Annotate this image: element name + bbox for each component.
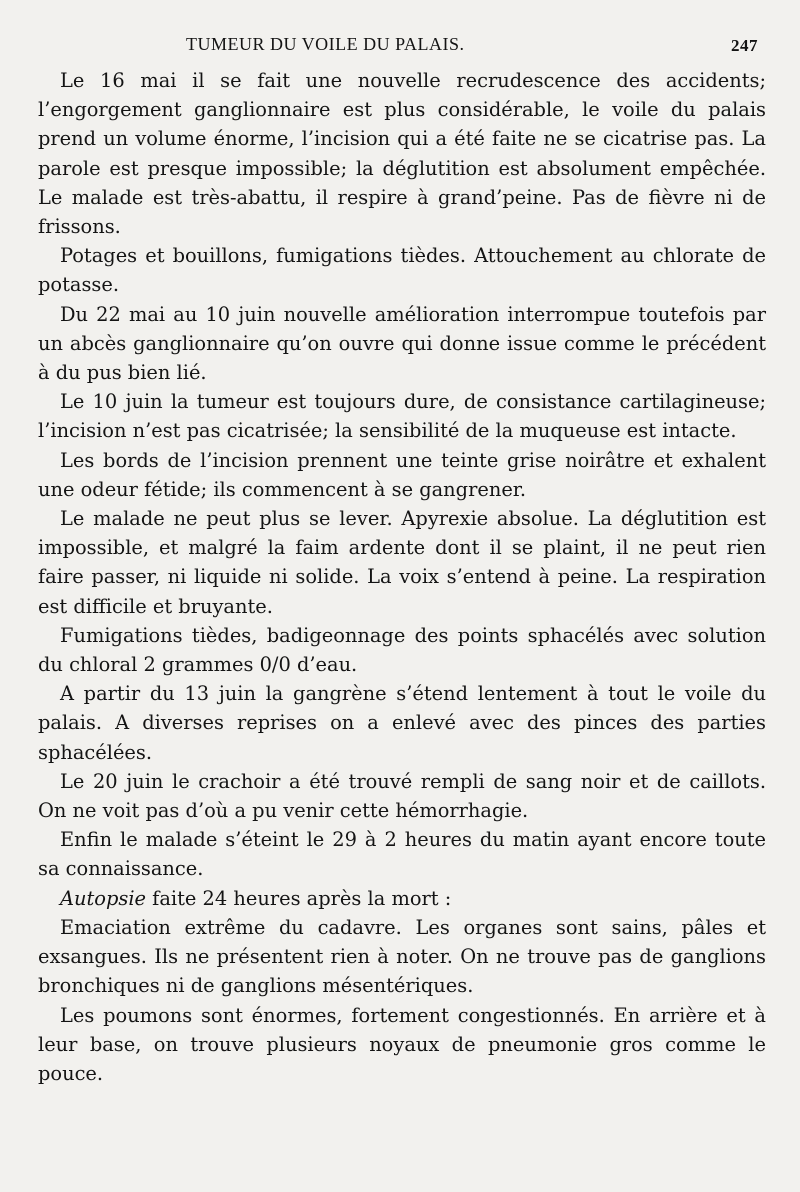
running-title: TUMEUR DU VOILE DU PALAIS. bbox=[186, 34, 465, 54]
paragraph-1: Le 16 mai il se fait une nouvelle recrudescence des accidents; l’engorgement ganglionnaire est plus considérable, le voile du palais prend un volume énorme, l’incision qui a été faite ne se cicatrise pas. La parole est presque impossible; la déglutition est absolument empêchée. Le malade est très-abattu, il respire à grand’peine. Pas de fièvre ni de frissons. bbox=[38, 69, 766, 239]
paragraph-12: Les poumons sont énormes, fortement congestionnés. En arrière et à leur base, on trouve plusieurs noyaux de pneumonie gros comme le pouce. bbox=[38, 1003, 766, 1085]
autopsy-heading bbox=[38, 884, 766, 913]
paragraph-8: A partir du 13 juin la gangrène s’étend lentement à tout le voile du palais. A diverses reprises on a enlevé avec des pinces des parties sphacélées. bbox=[38, 682, 766, 764]
paragraph-4: Le 10 juin la tumeur est toujours dure, de consistance cartilagineuse; l’incision n’est pas cicatrisée; la sensibilité de la muqueuse est intacte. bbox=[38, 390, 766, 443]
paragraph-3: Du 22 mai au 10 juin nouvelle amélioration interrompue toutefois par un abcès ganglionnaire qu’on ouvre qui donne issue comme le précédent à du pus bien lié. bbox=[38, 302, 766, 385]
paragraph-7: Fumigations tièdes, badigeonnage des points sphacélés avec solution du chloral 2 grammes 0/0 d’eau. bbox=[38, 623, 766, 677]
paragraph-11: Emaciation extrême du cadavre. Les organes sont sains, pâles et exsangues. Ils ne présentent rien à noter. On ne trouve pas de ganglions bronchiques ni de ganglions mésentériques. bbox=[38, 915, 766, 998]
body-text bbox=[38, 66, 766, 1088]
paragraph-5: Les bords de l’incision prennent une teinte grise noirâtre et exhalent une odeur fétide; ils commencent à se gangrener. bbox=[38, 448, 766, 501]
paragraph-2: Potages et bouillons, fumigations tièdes. Attouchement au chlorate de potasse. bbox=[38, 244, 766, 297]
page-header bbox=[38, 30, 766, 66]
page-number: 247 bbox=[731, 36, 758, 55]
paragraph-10: Enfin le malade s’éteint le 29 à 2 heures du matin ayant encore toute sa connaissance. bbox=[38, 828, 766, 881]
autopsy-rest: faite 24 heures après la mort : bbox=[146, 886, 452, 910]
paragraph-6: Le malade ne peut plus se lever. Apyrexie absolue. La déglutition est impossible, et malgré la faim ardente dont il se plaint, il ne peut rien faire passer, ni liquide ni solide. La voix s’entend à peine. La respiration est difficile et bruyante. bbox=[38, 507, 766, 618]
paragraph-9: Le 20 juin le crachoir a été trouvé rempli de sang noir et de caillots. On ne voit pas d’où a pu venir cette hémorrhagie. bbox=[38, 769, 766, 823]
autopsy-label: Autopsie bbox=[60, 886, 146, 910]
